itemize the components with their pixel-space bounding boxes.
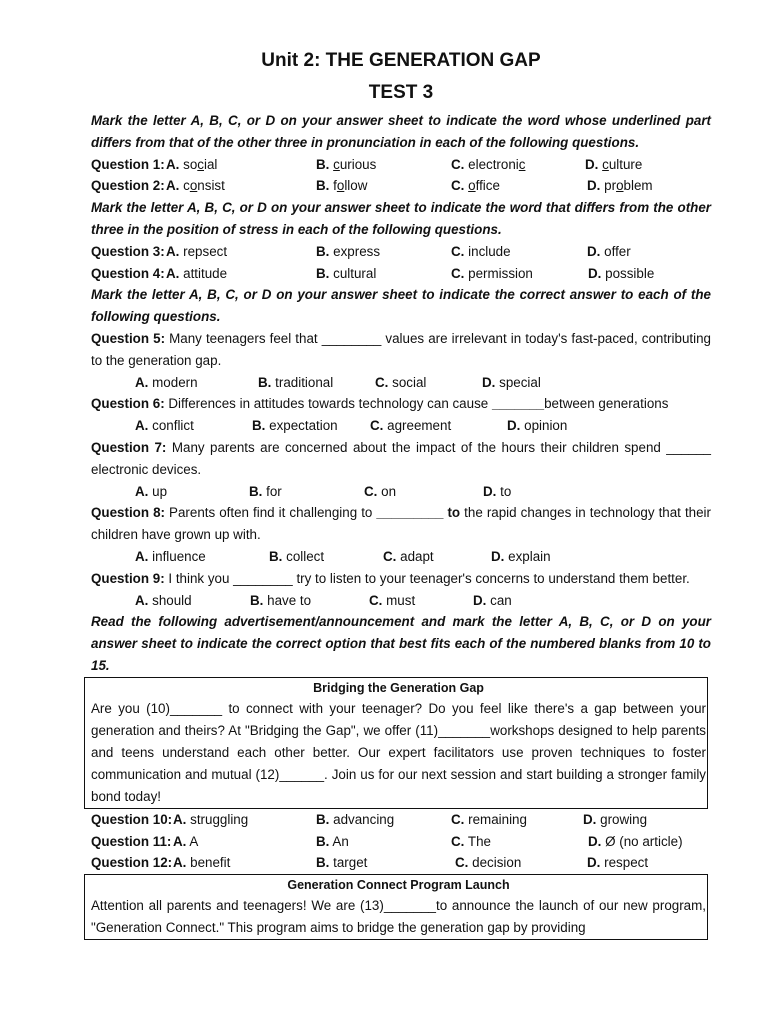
option-d[interactable]: D. culture (585, 156, 643, 172)
option-c[interactable]: C. office (451, 178, 500, 194)
option-d[interactable]: D. opinion (507, 418, 568, 434)
option-b[interactable]: B. collect (269, 548, 325, 564)
option-c[interactable]: C. adapt (383, 548, 434, 564)
question-12 (91, 852, 711, 874)
option-a[interactable]: A. attitude (166, 265, 228, 281)
underlined-part: o (336, 178, 345, 194)
underlined-part: c (602, 156, 609, 172)
option-c[interactable]: C. decision (455, 855, 522, 871)
option-a[interactable]: A. consist (166, 178, 225, 194)
question-label: Question 1: (91, 156, 165, 172)
question-4 (91, 263, 711, 285)
option-b[interactable]: B. for (249, 483, 282, 499)
question-5 (91, 328, 711, 372)
option-b[interactable]: B. have to (250, 592, 312, 608)
underlined-part: c (518, 156, 526, 172)
option-c[interactable]: C. electronic (451, 156, 526, 172)
underlined-part: c (197, 156, 204, 172)
option-c[interactable]: C. remaining (451, 811, 527, 827)
instruction-pronunciation: Mark the letter A, B, C, or D on your answer sheet to indicate the word whose underlined part differs from that of the other three in pronunciation in each of the following questions. (91, 113, 711, 150)
option-b[interactable]: B. follow (316, 178, 368, 194)
question-label: Question 9: (91, 570, 165, 586)
underlined-part: o (189, 178, 198, 194)
underlined-part: o (468, 178, 476, 194)
option-b[interactable]: B. cultural (316, 265, 377, 281)
instruction-correct-answer: Mark the letter A, B, C, or D on your answer sheet to indicate the correct answer to each of the following questions. (91, 287, 711, 325)
test-title: TEST 3 (368, 82, 434, 103)
instruction-reading: Read the following advertisement/announcement and mark the letter A, B, C, or D on your answer sheet to indicate the correct option that best fits each of the numbered blanks from 10 to 15. (91, 614, 711, 673)
option-b[interactable]: B. expectation (252, 418, 338, 434)
option-a[interactable]: A. A (173, 833, 199, 849)
option-a[interactable]: A. influence (135, 548, 206, 564)
question-label: Question 2: (91, 178, 165, 194)
option-a[interactable]: A. social (166, 156, 218, 172)
option-c[interactable]: C. permission (451, 265, 533, 281)
option-d[interactable]: D. offer (587, 243, 631, 259)
question-label: Question 11: (91, 833, 172, 849)
question-7 (91, 437, 711, 481)
option-b[interactable]: B. express (316, 243, 381, 259)
question-9-options (91, 590, 711, 612)
option-a[interactable]: A. up (135, 483, 168, 499)
option-c[interactable]: C. must (369, 592, 416, 608)
option-c[interactable]: C. The (451, 833, 491, 849)
announcement-title: Generation Connect Program Launch (287, 878, 510, 893)
option-a[interactable]: A. conflict (135, 418, 194, 434)
unit-title: Unit 2: THE GENERATION GAP (261, 50, 541, 71)
question-label: Question 6: (91, 396, 165, 412)
option-c[interactable]: C. include (451, 243, 511, 259)
question-5-options (91, 372, 711, 394)
announcement-box (84, 874, 708, 940)
question-label: Question 4: (91, 265, 165, 281)
question-label: Question 5: (91, 330, 166, 346)
question-11 (91, 831, 711, 853)
question-label: Question 12: (91, 855, 173, 871)
question-text: Many teenagers feel that ________ values are irrelevant in today's fast-paced, contributing to the generation gap. (91, 330, 711, 368)
option-d[interactable]: D. respect (587, 855, 649, 871)
document-page (91, 48, 711, 940)
option-a[interactable]: A. benefit (173, 855, 231, 871)
option-b[interactable]: B. advancing (316, 811, 395, 827)
blank: _________ (376, 505, 444, 521)
option-b[interactable]: B. traditional (258, 374, 334, 390)
option-b[interactable]: B. An (316, 833, 349, 849)
instruction-stress: Mark the letter A, B, C, or D on your answer sheet to indicate the word that differs from the other three in the position of stress in each of the following questions. (91, 200, 711, 237)
option-d[interactable]: D. problem (587, 178, 653, 194)
option-a[interactable]: A. modern (135, 374, 198, 390)
advertisement-box (84, 677, 708, 809)
option-c[interactable]: C. on (364, 483, 397, 499)
question-10 (91, 809, 711, 831)
option-d[interactable]: D. can (473, 592, 512, 608)
option-d[interactable]: D. to (483, 483, 512, 499)
advertisement-text: Are you (10)_______ to connect with your teenager? Do you feel like there's a gap between your generation and theirs? At "Bridging the Gap", we offer (11)_______workshops designed to help parents and teens understand each other better. Our expert facilitators use proven techniques to foster communication and mutual (12)______. Join us for our next session and start building a stronger family bond today! (91, 700, 706, 804)
advertisement-title: Bridging the Generation Gap (313, 680, 484, 695)
question-7-options (91, 481, 711, 503)
question-2 (91, 175, 711, 197)
question-text: I think you ________ try to listen to your teenager's concerns to understand them better. (168, 570, 690, 586)
option-d[interactable]: D. special (482, 374, 541, 390)
option-b[interactable]: B. target (316, 855, 368, 871)
question-label: Question 7: (91, 439, 167, 455)
option-d[interactable]: D. growing (583, 811, 648, 827)
option-b[interactable]: B. curious (316, 156, 377, 172)
question-3 (91, 241, 711, 263)
question-6: Question 6: Differences in attitudes towards technology can cause _______between generations (91, 396, 669, 412)
option-a[interactable]: A. should (135, 592, 192, 608)
question-label: Question 8: (91, 505, 165, 521)
question-label: Question 10: (91, 811, 173, 827)
option-d[interactable]: D. explain (491, 548, 551, 564)
question-8-options (91, 546, 711, 568)
underlined-part: c (333, 156, 340, 172)
option-d[interactable]: D. possible (588, 265, 655, 281)
option-a[interactable]: A. struggling (173, 811, 249, 827)
question-6-options (91, 415, 711, 437)
underlined-part: o (616, 178, 624, 194)
question-1 (91, 154, 711, 176)
question-label: Question 3: (91, 243, 165, 259)
option-c[interactable]: C. social (375, 374, 427, 390)
option-a[interactable]: A. repsect (166, 243, 228, 259)
question-8: Question 8: Parents often find it challenging to _________ to the rapid changes in technology that their children have grown up with. (91, 505, 711, 543)
question-text: Many parents are concerned about the impact of the hours their children spend ______ electronic devices. (91, 439, 711, 477)
option-d[interactable]: D. Ø (no article) (588, 833, 683, 849)
announcement-text: Attention all parents and teenagers! We are (13)_______to announce the launch of our new program, "Generation Connect." This program aims to bridge the generation gap by providing (91, 898, 706, 936)
option-c[interactable]: C. agreement (370, 418, 452, 434)
question-9 (91, 568, 711, 590)
blank: _______ (491, 396, 545, 412)
